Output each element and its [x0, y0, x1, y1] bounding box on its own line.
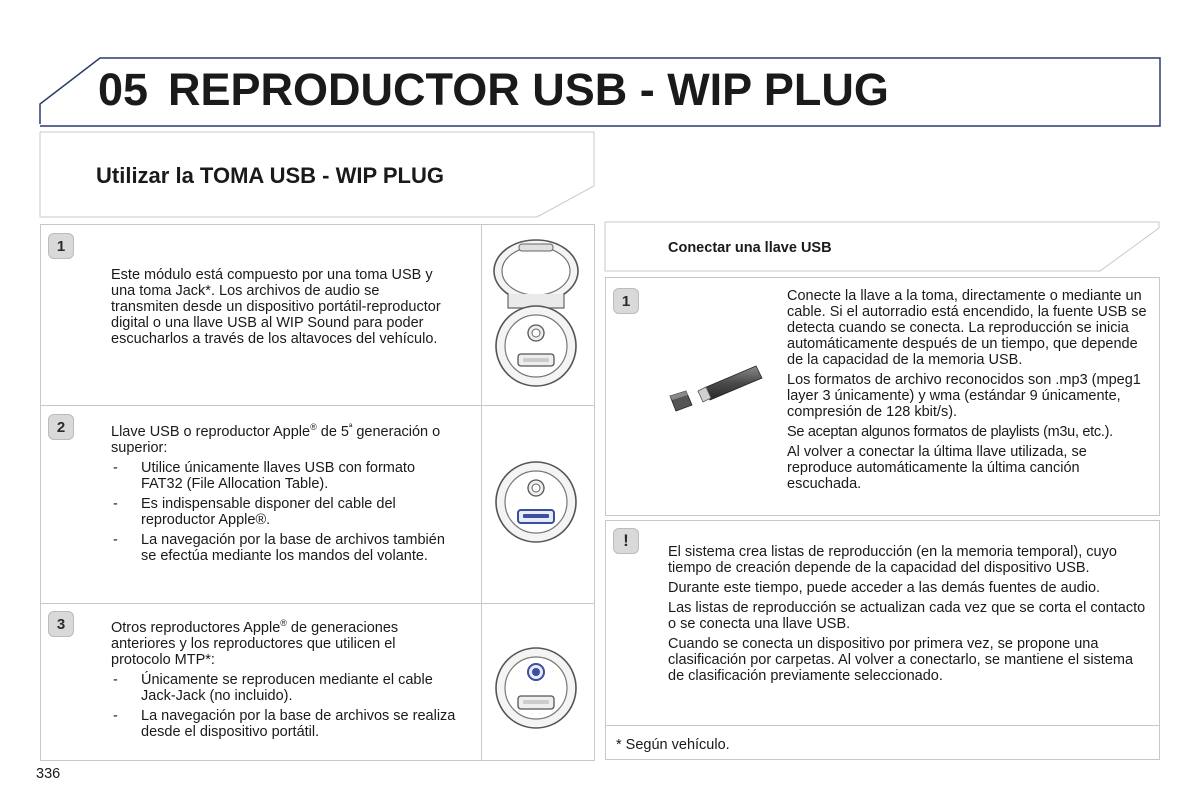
usb-socket-highlight-jack-image [494, 646, 578, 730]
step-2-badge: 2 [48, 414, 74, 440]
step-2-bullets [111, 460, 456, 564]
right-step-paragraph: Los formatos de archivo reconocidos son .mp3 (mpeg1 layer 3 únicamente) y wma (estándar 9 únicamente, compresión de 128 kbit/s). [787, 372, 1141, 420]
row-divider [41, 405, 594, 406]
chapter-title: REPRODUCTOR USB - WIP PLUG [168, 64, 889, 115]
warning-paragraph: Las listas de reproducción se actualizan cada vez que se corta el contacto o se conecta una llave USB. [668, 600, 1146, 632]
warning-paragraph: Durante este tiempo, puede acceder a las demás fuentes de audio. [668, 580, 1101, 596]
exclamation-icon: ! [613, 528, 639, 554]
right-step-1-badge: 1 [613, 288, 639, 314]
usb-socket-highlight-usb-image [494, 460, 578, 544]
section-title: Utilizar la TOMA USB - WIP PLUG [96, 163, 444, 188]
row-divider [41, 603, 594, 604]
right-step-paragraph: Conecte la llave a la toma, directamente o mediante un cable. Si el autorradio está encendido, la fuente USB se detecta cuando se conecta. La reproducción se inicia automáticamente después de un tiempo, que depende de la capacidad de la memoria USB. [787, 288, 1147, 368]
step-1-text [111, 267, 449, 351]
right-step-1-text [787, 288, 1152, 496]
warning-paragraph: El sistema crea listas de reproducción (en la memoria temporal), cuyo tiempo de creación depende de la capacidad del dispositivo USB. [668, 544, 1117, 576]
step-1-paragraph: Este módulo está compuesto por una toma USB y una toma Jack*. Los archivos de audio se transmiten desde un dispositivo portátil-reproductor digital o una llave USB al WIP Sound para poder escucharlos a través de los altavoces del vehículo. [111, 267, 441, 347]
step-3-text [111, 620, 456, 744]
page-number: 336 [36, 766, 61, 782]
warning-paragraph: Cuando se conecta un dispositivo por primera vez, se propone una clasificación por carpetas. Al volver a conectarlo, se mantiene el sistema de clasificación previamente seleccionado. [668, 636, 1134, 684]
chapter-number: 05 [98, 64, 149, 115]
step-1-badge: 1 [48, 233, 74, 259]
footnote-divider [606, 725, 1159, 726]
list-item: - Utilice únicamente llaves USB con formato FAT32 (File Allocation Table). [113, 460, 416, 492]
step-3-intro: Otros reproductores Apple® de generaciones anteriores y los reproductores que utilicen el protocolo MTP*: [111, 618, 399, 668]
warning-text [668, 544, 1153, 688]
list-item: - Es indispensable disponer del cable del reproductor Apple®. [113, 496, 396, 528]
usb-socket-open-cover-image [488, 236, 584, 391]
usb-key-image [664, 356, 768, 418]
step-2-intro: Llave USB o reproductor Apple® de $5^ª$ generación o superior: [111, 422, 441, 456]
right-step-paragraph: Se aceptan algunos formatos de playlists (m3u, etc.). [787, 424, 1113, 440]
image-column-divider [481, 225, 482, 760]
list-item: - Únicamente se reproducen mediante el cable Jack-Jack (no incluido). [113, 672, 433, 704]
list-item: - La navegación por la base de archivos se realiza desde el dispositivo portátil. [113, 708, 456, 740]
subsection-title: Conectar una llave USB [668, 240, 832, 256]
step-3-bullets [111, 672, 456, 740]
footnote: * Según vehículo. [616, 737, 730, 753]
step-3-badge: 3 [48, 611, 74, 637]
right-step-paragraph: Al volver a conectar la última llave utilizada, se reproduce automáticamente la última canción escuchada. [787, 444, 1087, 492]
step-2-text [111, 424, 456, 568]
list-item: - La navegación por la base de archivos también se efectúa mediante los mandos del volante. [113, 532, 445, 564]
